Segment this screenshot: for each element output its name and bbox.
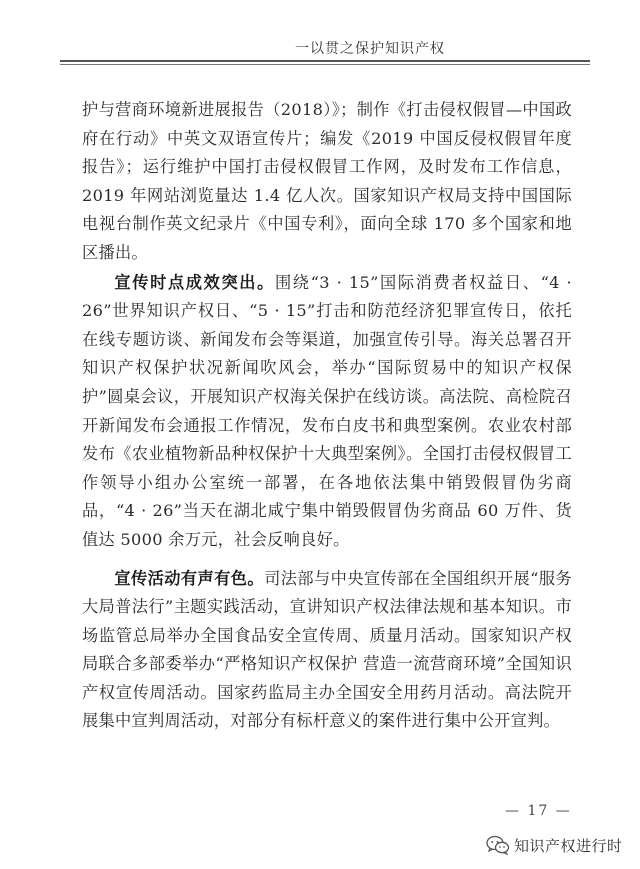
paragraph-text: 围绕“3 · 15”国际消费者权益日、“4 · 26”世界知识产权日、“5 · 15”打击和防范经济犯罪宣传日，依托在线专题访谈、新闻发布会等渠道，加强宣传引导。海关总署召开知识产权保护状况新闻吹风会，举办“国际贸易中的知识产权保护”圆桌会议，开展知识产权海关保护在线访谈。高法院、高检院召开新闻发布会通报工作情况，发布白皮书和典型案例。农业农村部发布《农业植物新品种权保护十大典型案例》。全国打击侵权假冒工作领导小组办公室统一部署，在各地依法集中销毁假冒伪劣商品，“4 · 26”当天在湖北咸宁集中销毁假冒伪劣商品 60 万件、货值达 5000 余万元，社会反响良好。: [82, 272, 572, 549]
body-text: [82, 96, 572, 736]
paragraph-lead: 宣传时点成效突出。: [114, 272, 275, 292]
header-rule: [60, 60, 590, 62]
wechat-watermark: [486, 833, 623, 857]
wechat-icon: [486, 835, 510, 855]
page-number: — 17 —: [505, 803, 572, 819]
paragraph-publicity-timing: [82, 269, 572, 555]
watermark-text: 知识产权进行时: [514, 836, 623, 855]
paragraph-continued: [82, 96, 572, 268]
paragraph-publicity-activities: [82, 565, 572, 737]
paragraph-lead: 宣传活动有声有色。: [114, 568, 265, 588]
paragraph-text: 司法部与中央宣传部在全国组织开展“服务大局普法行”主题实践活动，宣讲知识产权法律法规和基本知识。市场监管总局举办全国食品安全宣传周、质量月活动。国家知识产权局联合多部委举办“严格知识产权保护 营造一流营商环境”全国知识产权宣传周活动。国家药监局主办全国安全用药月活动。高法院开展集中宣判周活动，对部分有标杆意义的案件进行集中公开宣判。: [82, 568, 573, 731]
paragraph-text: 护与营商环境新进展报告（2018）》；制作《打击侵权假冒—中国政府在行动》中英文双语宣传片；编发《2019 中国反侵权假冒年度报告》；运行维护中国打击侵权假冒工作网，及时发布工作信息，2019 年网站浏览量达 1.4 亿人次。国家知识产权局支持中国国际电视台制作英文纪录片《中国专利》，面向全球 170 多个国家和地区播出。: [82, 100, 572, 262]
running-header: [60, 38, 590, 66]
header-rule-thin: [60, 64, 590, 65]
header-title: 一以贯之保护知识产权: [295, 41, 445, 57]
